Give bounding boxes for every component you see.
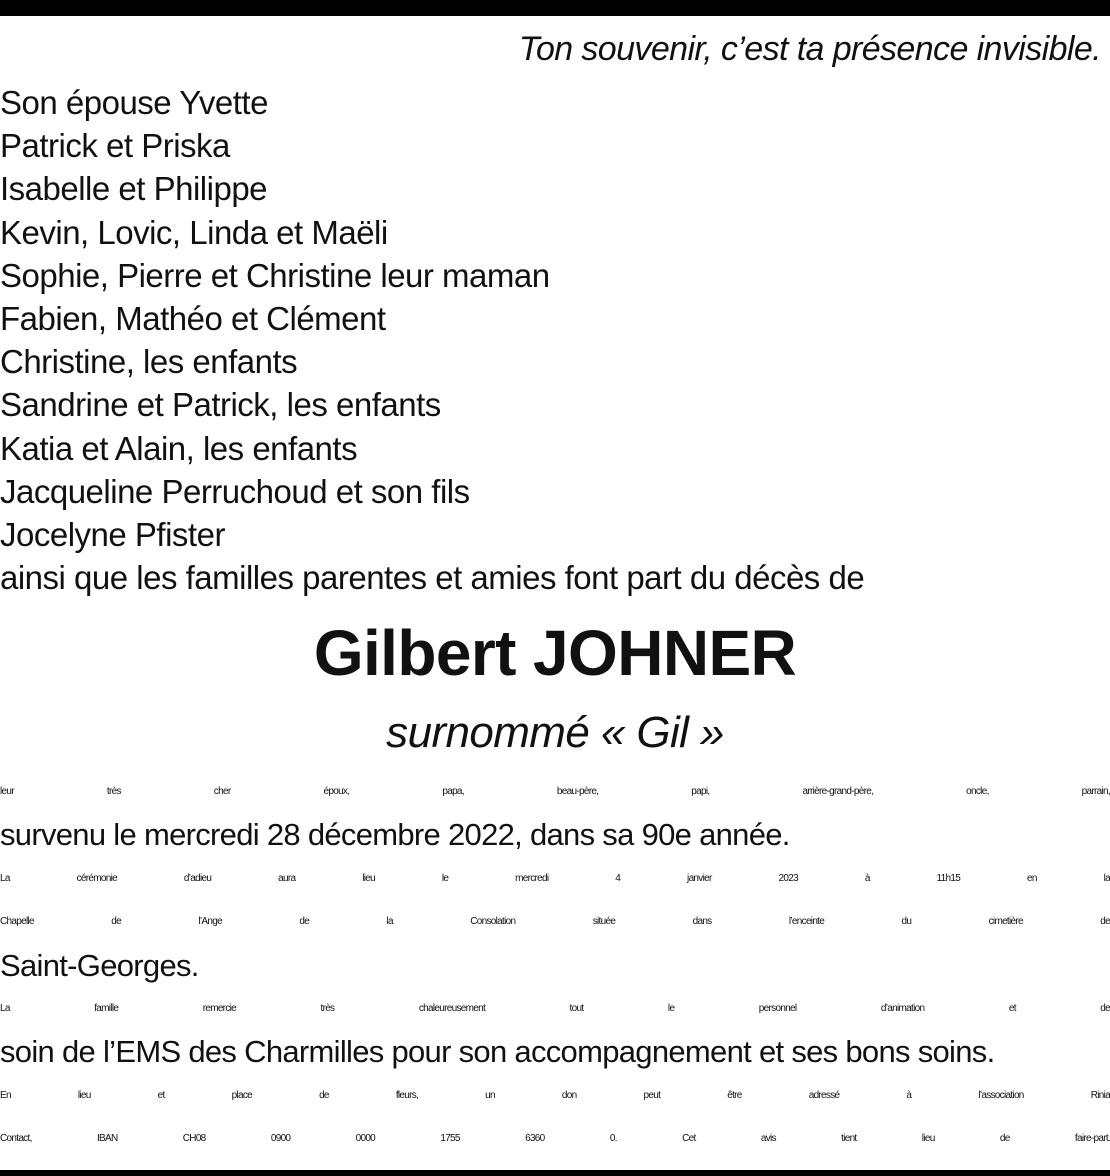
deceased-name: Gilbert JOHNER	[313, 617, 797, 689]
family-line: Jacqueline Perruchoud et son fils	[0, 472, 470, 510]
body-line: La cérémonie d’adieu aura lieu le mercredi 4 janvier 2023 à 11h15 en la	[0, 872, 1110, 884]
body-line: leur très cher époux, papa, beau-père, papi, arrière-grand-père, oncle, parrain,	[0, 786, 1110, 797]
family-line: Christine, les enfants	[0, 343, 298, 381]
body-line: Saint-Georges.	[0, 947, 199, 983]
family-line: Katia et Alain, les enfants	[0, 429, 358, 467]
family-line: Patrick et Priska	[0, 127, 230, 165]
top-border-rule	[0, 0, 1110, 16]
body-line: Contact, IBAN CH08 0900 0000 1755 6360 0. Cet avis tient lieu de faire-part.	[0, 1133, 1110, 1145]
family-line: Jocelyne Pfister	[0, 515, 225, 553]
body-line: survenu le mercredi 28 décembre 2022, dans sa 90e année.	[0, 817, 790, 853]
announcement-line: ainsi que les familles parentes et amies font part du décès de	[0, 559, 865, 597]
family-line: Sophie, Pierre et Christine leur maman	[0, 256, 550, 294]
nickname: surnommé « Gil »	[386, 708, 724, 757]
family-line: Son épouse Yvette	[0, 84, 268, 121]
family-list	[0, 81, 864, 599]
family-line: Fabien, Mathéo et Clément	[0, 299, 386, 337]
bottom-border-rule	[0, 1170, 1110, 1176]
body-line: Chapelle de l’Ange de la Consolation située dans l’enceinte du cimetière de	[0, 916, 1110, 928]
body-line: La famille remercie très chaleureusement tout le personnel d’animation et de	[0, 1002, 1110, 1014]
family-line: Isabelle et Philippe	[0, 170, 268, 208]
body-line: En lieu et place de fleurs, un don peut être adressé à l’association Rinia	[0, 1089, 1110, 1101]
epigraph: Ton souvenir, c’est ta présence invisible.	[518, 30, 1101, 68]
body-line: soin de l’EMS des Charmilles pour son accompagnement et ses bons soins.	[0, 1034, 995, 1070]
family-line: Kevin, Lovic, Linda et Maëli	[0, 213, 388, 251]
notice-body	[0, 770, 1110, 1161]
family-line: Sandrine et Patrick, les enfants	[0, 386, 441, 424]
